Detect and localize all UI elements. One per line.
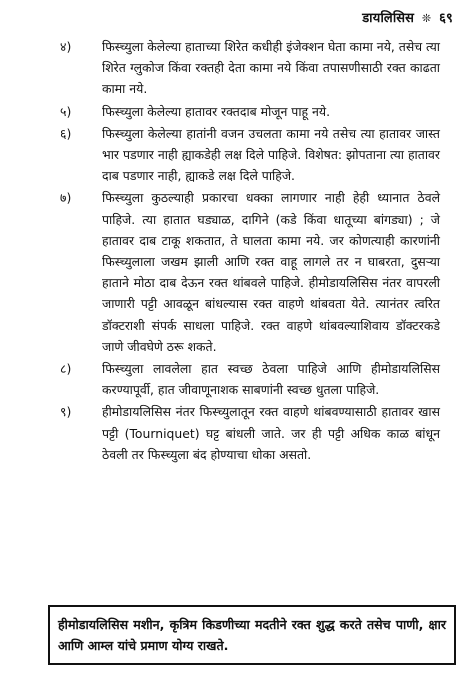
- page-number: ६९: [439, 11, 453, 26]
- list-item-text: फिस्च्युला कुठल्याही प्रकारचा धक्का लागणार नाही हेही ध्यानात ठेवले पाहिजे. त्या हातात घड्याळ, दागिने (कडे किंवा धातूच्या बांगड्या) ; जे हातावर दाब टाकू शकतात, ते घालता कामा नये. जर कोणत्याही कारणांनी फिस्च्युलाला जखम झाली आणि रक्त वाहू लागले तर न घाबरता, दुसऱ्या हाताने मोठा दाब देऊन रक्त थांबवले पाहिजे. हीमोडायलिसिस नंतर वापरली जाणारी पट्टी आवळून बांधल्यास रक्त वाहणे थांबवता येते. त्यानंतर त्वरित डॉक्टराशी संपर्क साधला पाहिजे. रक्त वाहणे थांबवल्याशिवाय डॉक्टरकडे जाणे जीवघेणे ठरू शकते.: [102, 190, 440, 354]
- list-item: [60, 36, 440, 100]
- list-item-text: फिस्च्युला केलेल्या हाताच्या शिरेत कधीही इंजेक्शन घेता कामा नये, तसेच त्या शिरेत ग्लुकोज किंवा रक्तही देता कामा नये किंवा तपासणीसाठी रक्त काढता कामा नये.: [102, 39, 440, 97]
- list-item-text: हीमोडायलिसिस नंतर फिस्च्युलातून रक्त वाहणे थांबवण्यासाठी हातावर खास पट्टी (Tourniquet) घट्ट बांधली जाते. जर ही पट्टी अधिक काळ बांधून ठेवली तर फिस्च्युला बंद होण्याचा धोका असतो.: [102, 404, 440, 462]
- summary-note-box: [48, 605, 456, 665]
- list-item: [60, 358, 440, 400]
- summary-note-text: हीमोडायलिसिस मशीन, कृत्रिम किडणीच्या मदतीने रक्त शुद्ध करते तसेच पाणी, क्षार आणि आम्ल यांचे प्रमाण योग्य राखते.: [58, 617, 446, 653]
- header-ornament-icon: ❊: [421, 12, 432, 25]
- list-item-text: फिस्च्युला केलेल्या हातांनी वजन उचलता कामा नये तसेच त्या हातावर जास्त भार पडणार नाही ह्याकडेही लक्ष दिले पाहिजे. विशेषत: झोपताना त्या हातावर दाब पडणार नाही, ह्याकडे लक्ष दिले पाहिजे.: [102, 125, 440, 184]
- running-header: [362, 8, 453, 26]
- list-item-number: ६): [60, 125, 72, 141]
- list-item: [60, 401, 440, 465]
- list-item: [60, 123, 440, 187]
- list-item-text: फिस्च्युला लावलेला हात स्वच्छ ठेवला पाहिजे आणि हीमोडायलिसिस करण्यापूर्वी, हात जीवाणूनाशक साबणांनी स्वच्छ धुतला पाहिजे.: [102, 361, 440, 398]
- list-item: [60, 187, 440, 357]
- numbered-list: [60, 36, 440, 466]
- list-item-number: ८): [60, 361, 72, 377]
- list-item-text: फिस्च्युला केलेल्या हातावर रक्तदाब मोजून पाहू नये.: [102, 103, 331, 119]
- list-item-number: ५): [60, 103, 72, 119]
- list-item-number: ९): [60, 404, 72, 420]
- list-item: [60, 101, 440, 122]
- header-title: डायलिसिस: [362, 11, 415, 26]
- list-item-number: ७): [60, 190, 72, 206]
- list-item-number: ४): [60, 39, 72, 54]
